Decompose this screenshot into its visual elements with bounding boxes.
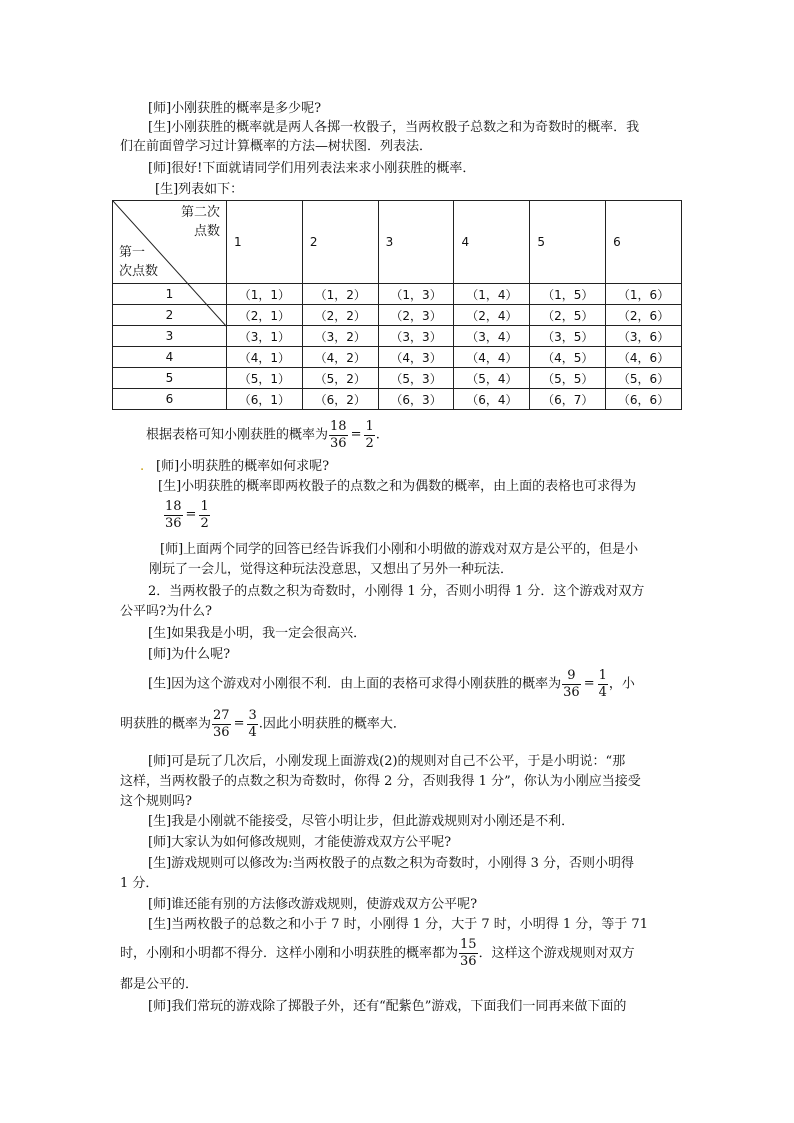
table-cell: （2，5） (530, 305, 606, 326)
table-row (113, 326, 682, 347)
table-cell: （5，3） (378, 368, 454, 389)
fraction: $\frac{3}{4}$ (248, 707, 257, 740)
para-student-reject: [生]我是小刚就不能接受，尽管小明让步，但此游戏规则对小刚还是不利． (148, 814, 575, 829)
para-teacher-comment-b: 刚玩了一会儿，觉得这种玩法没意思，又想出了另外一种玩法． (149, 562, 514, 577)
para-student-other-c: 都是公平的． (120, 977, 199, 992)
table-cell: （4，3） (378, 347, 454, 368)
para-student-answer-2-formula: $\frac{18}{36}$ = $\frac{1}{2}$ (165, 498, 209, 531)
fraction: $\frac{1}{4}$ (598, 667, 607, 700)
table-cell: （1，6） (606, 284, 682, 305)
para-teacher-modify: [师]大家认为如何修改规则，才能使游戏双方公平呢? (148, 835, 452, 850)
fraction: $\frac{18}{36}$ (165, 498, 182, 531)
table-cell: （4，1） (227, 347, 303, 368)
corner-top-label: 第二次 点数 (180, 205, 220, 239)
table-cell: （5，5） (530, 368, 606, 389)
table-cell: （5，6） (606, 368, 682, 389)
table-cell: （1，3） (378, 284, 454, 305)
table-cell: （4，6） (606, 347, 682, 368)
table-cell: （2，2） (302, 305, 378, 326)
para-teacher-rule-b: 这样，当两枚骰子的点数之积为奇数时，你得 2 分，否则我得 1 分”，你认为小刚应当接受 (120, 774, 641, 789)
table-cell: （3，2） (302, 326, 378, 347)
table-cell: （6，4） (454, 389, 530, 410)
stray-dot: . (140, 459, 145, 474)
para-student-table-intro: [生]列表如下： (155, 182, 244, 197)
table-corner-cell (113, 201, 227, 284)
table-cell: （1，2） (302, 284, 378, 305)
row-label: 5 (113, 368, 227, 389)
para-teacher-next: [师]我们常玩的游戏除了掷骰子外，还有“配紫色”游戏，下面我们一同再来做下面的 (148, 999, 627, 1014)
table-cell: （6，1） (227, 389, 303, 410)
table-cell: （1，5） (530, 284, 606, 305)
row-label: 4 (113, 347, 227, 368)
table-cell: （2，3） (378, 305, 454, 326)
para-student-explain-a: [生]因为这个游戏对小刚很不利．由上面的表格可求得小刚获胜的概率为 $\frac{9}{36}$ = $\frac{1}{4}$ ，小 (148, 667, 635, 700)
table-cell: （3，4） (454, 326, 530, 347)
table-cell: （6，2） (302, 389, 378, 410)
row-label: 6 (113, 389, 227, 410)
table-cell: （3，3） (378, 326, 454, 347)
table-cell: （4，5） (530, 347, 606, 368)
table-cell: （5，4） (454, 368, 530, 389)
para-student-modify-a: [生]游戏规则可以修改为:当两枚骰子的点数之积为奇数时，小刚得 3 分，否则小明得 (148, 856, 635, 871)
para-teacher-rule-c: 这个规则吗? (120, 794, 192, 809)
table-cell: （4，2） (302, 347, 378, 368)
para-student-answer-2: [生]小明获胜的概率即两枚骰子的点数之和为偶数的概率，由上面的表格也可求得为 (158, 479, 637, 494)
row-label: 3 (113, 326, 227, 347)
table-cell: （5，2） (302, 368, 378, 389)
table-cell: （4，4） (454, 347, 530, 368)
column-header: 4 (454, 201, 530, 284)
para-student-answer-1b: 们在前面曾学习过计算概率的方法—树状图．列表法． (120, 139, 433, 154)
para-student-modify-b: 1 分． (120, 876, 159, 891)
table-header-row (113, 201, 682, 284)
column-header: 3 (378, 201, 454, 284)
column-header: 2 (302, 201, 378, 284)
para-teacher-question-1: [师]小刚获胜的概率是多少呢? (148, 101, 322, 116)
table-cell: （2，4） (454, 305, 530, 326)
table-cell: （3，6） (606, 326, 682, 347)
para-teacher-other-way: [师]谁还能有别的方法修改游戏规则，使游戏双方公平呢? (148, 897, 478, 912)
para-teacher-why: [师]为什么呢? (148, 647, 231, 662)
column-header: 1 (227, 201, 303, 284)
table-cell: （1，1） (227, 284, 303, 305)
dice-outcome-table (112, 200, 682, 410)
table-row (113, 347, 682, 368)
corner-bottom-label: 第一 次点数 (119, 245, 159, 279)
column-header: 5 (530, 201, 606, 284)
para-teacher-question-2: [师]小明获胜的概率如何求呢? (156, 459, 330, 474)
para-student-other-a: [生]当两枚骰子的总数之和小于 7 时，小刚得 1 分，大于 7 时，小明得 1 分，等于 71 (148, 917, 648, 932)
para-table-conclusion: 根据表格可知小刚获胜的概率为 $\frac{18}{36}$ = $\frac{1}{2}$ . (146, 418, 380, 451)
table-row (113, 368, 682, 389)
table-row (113, 389, 682, 410)
table-cell: （3，5） (530, 326, 606, 347)
table-cell: （2，1） (227, 305, 303, 326)
para-question-2a: 2．当两枚骰子的点数之积为奇数时，小刚得 1 分，否则小明得 1 分．这个游戏对双方 (148, 584, 645, 599)
para-question-2b: 公平吗?为什么? (120, 604, 212, 619)
table-cell: （1，4） (454, 284, 530, 305)
fraction: $\frac{18}{36}$ (330, 418, 347, 451)
para-student-answer-1a: [生]小刚获胜的概率就是两人各掷一枚骰子，当两枚骰子总数之和为奇数时的概率．我 (148, 120, 640, 135)
para-student-other-b: 时，小刚和小明都不得分．这样小刚和小明获胜的概率都为 $\frac{15}{36}$ ．这样这个游戏规则对双方 (120, 937, 635, 969)
table-cell: （3，1） (227, 326, 303, 347)
table-cell: （5，1） (227, 368, 303, 389)
para-teacher-rule-a: [师]可是玩了几次后，小刚发现上面游戏(2)的规则对自己不公平，于是小明说：“那 (148, 754, 626, 769)
table-cell: （6，7） (530, 389, 606, 410)
para-student-reply: [生]如果我是小明，我一定会很高兴． (148, 626, 367, 641)
fraction: $\frac{1}{2}$ (365, 418, 374, 451)
table-cell: （2，6） (606, 305, 682, 326)
fraction: $\frac{9}{36}$ (563, 667, 580, 700)
table-cell: （6，6） (606, 389, 682, 410)
column-header: 6 (606, 201, 682, 284)
fraction: $\frac{27}{36}$ (213, 707, 230, 740)
para-teacher-prompt: [师]很好!下面就请同学们用列表法来求小刚获胜的概率． (148, 161, 476, 176)
row-label: 2 (113, 305, 227, 326)
fraction: $\frac{1}{2}$ (200, 498, 209, 531)
para-teacher-comment-a: [师]上面两个同学的回答已经告诉我们小刚和小明做的游戏对双方是公平的，但是小 (160, 542, 639, 557)
para-student-explain-b: 明获胜的概率为 $\frac{27}{36}$ = $\frac{3}{4}$ .因此小明获胜的概率大． (120, 707, 406, 740)
table-cell: （6，3） (378, 389, 454, 410)
fraction: $\frac{15}{36}$ (460, 937, 477, 969)
row-label: 1 (113, 284, 227, 305)
